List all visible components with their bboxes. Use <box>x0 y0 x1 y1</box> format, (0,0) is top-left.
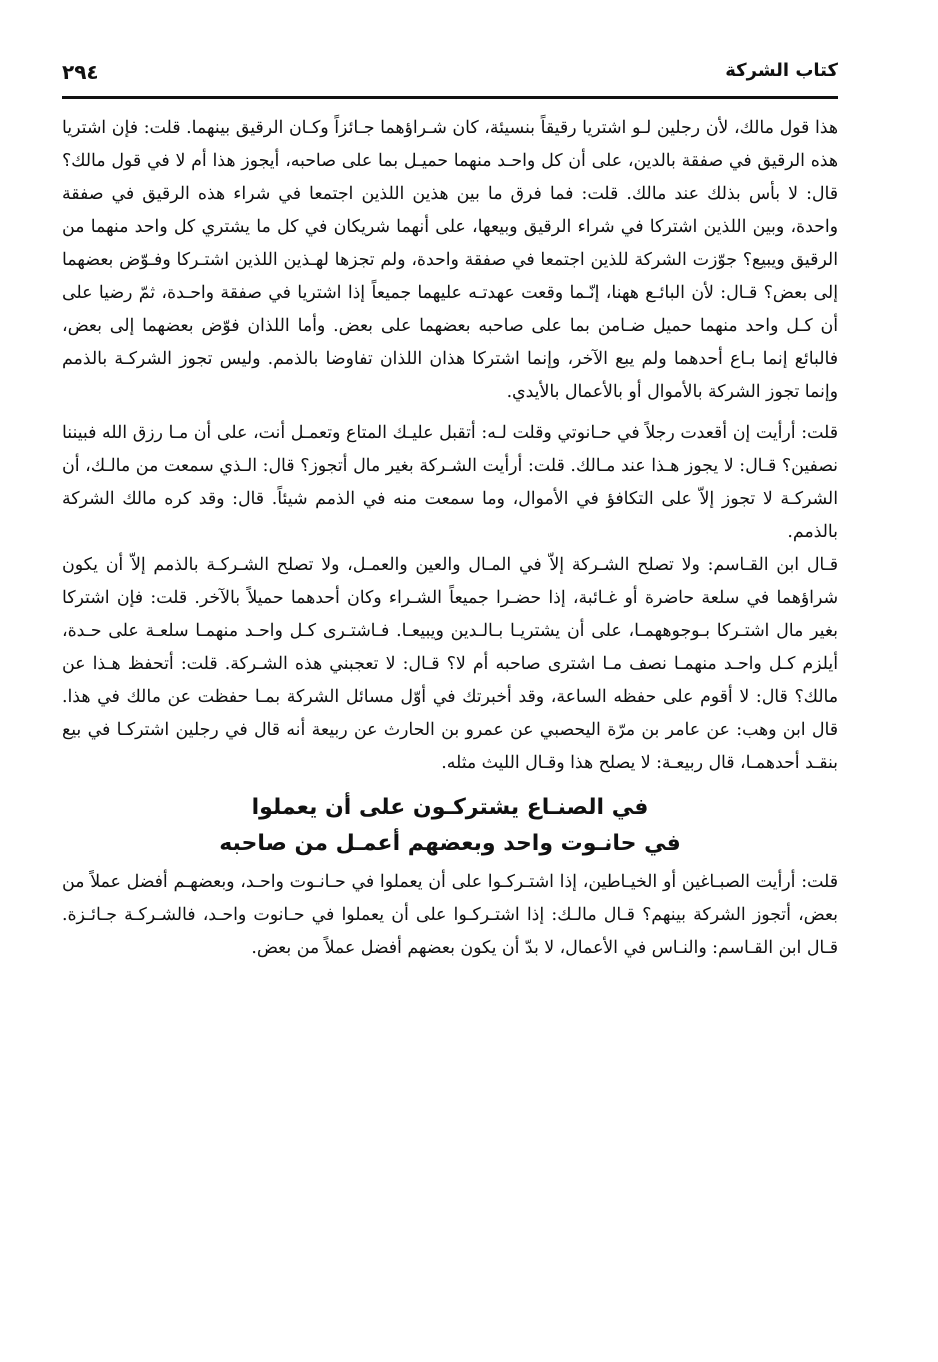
paragraph-2: قلت: أرأيت إن أقعدت رجلاً في حـانوتي وقلت لـه: أتقبل عليـك المتاع وتعمـل أنت، على أن مـا رزق الله فبيننا نصفين؟ قـال: لا يجوز هـذا عند مـالك. قلت: أرأيت الشـركة بغير مال أتجوز؟ قال: الـذي سمعت من مالـك، أن الشركـة لا تجوز إلاّ على التكافؤ في الأموال، وما سمعت منه في الذمم شيئاً. قال: وقد كره مالك الشركة بالذمم. <box>62 423 838 542</box>
page-header <box>62 56 838 99</box>
running-title: كتاب الشركة <box>725 60 838 81</box>
page-body <box>62 112 838 1322</box>
section-heading <box>62 790 838 862</box>
paragraph-3: قـال ابن القـاسم: ولا تصلح الشـركة إلاّ في المـال والعين والعمـل، ولا تصلح الشـركـة بالذمم إلاّ أن يكون شراؤهما في سلعة حاضرة أو غـائبة، إذا حضـرا جميعاً الشـراء وكان أحدهما حميلاً بالآخر. قلت: فإن اشتركا بغير مال اشتـركا بـوجوههمـا، على أن يشتريـا بـالـدين ويبيعـا. فـاشتـرى كـل واحـد منهمـا سلعـة على حـدة، أيلزم كـل واحـد منهمـا نصف مـا اشترى صاحبه أم لا؟ قـال: لا تعجبني هذه الشـركة. قلت: أتحفظ هـذا عن مالك؟ قال: لا أقوم على حفظه الساعة، وقد أخبرتك في أوّل مسائل الشركة بمـا حفظت عن مالك في هذا. قال ابن وهب: عن عامر بن مرّة اليحصبي عن عمرو بن الحارث عن ربيعة أنه قال في رجلين اشتركـا في بيع بنقـد أحدهمـا، قال ربيعـة: لا يصلح هذا وقـال الليث مثله. <box>62 555 838 773</box>
section-heading-line-1: في الصنـاع يشتركـون على أن يعملوا <box>251 795 649 820</box>
section-heading-line-2: في حانـوت واحد وبعضهم أعمـل من صاحبه <box>219 831 681 856</box>
paragraph-4: قلت: أرأيت الصبـاغين أو الخيـاطين، إذا اشتـركـوا على أن يعملوا في حـانـوت واحـد، وبعضهـم أفضل عملاً من بعض، أتجوز الشركة بينهم؟ قـال مالـك: إذا اشتـركـوا على أن يعملوا في حـانوت واحـد، فالشـركـة جـائـزة. قـال ابن القـاسم: والنـاس في الأعمال، لا بدّ أن يكون بعضهم أفضل عملاً من بعض. <box>62 872 838 958</box>
page-number: ٢٩٤ <box>62 60 99 84</box>
paragraph-1: هذا قول مالك، لأن رجلين لـو اشتريا رقيقاً بنسيئة، كان شـراؤهما جـائزاً وكـان الرقيق بينهما. قلت: فإن اشتريا هذه الرقيق في صفقة بالدين، على أن كل واحـد منهما حميـل بما على صاحبه، أيجوز هذا أم لا في قول مالك؟ قال: لا بأس بذلك عند مالك. قلت: فما فرق ما بين هذين اللذين اجتمعا في شراء هذه الرقيق في صفقة واحدة، وبين اللذين اشتركا في شراء الرقيق وبيعها، على أنهما شريكان في كل ما يشتري كل واحد منهما من الرقيق ويبيع؟ جوّزت الشركة للذين اجتمعا في صفقة واحدة، ولم تجزها لهـذين اللذين اشتـركا وفـوّض بعضهما إلى بعض؟ قـال: لأن البائـع ههنا، إنّـما وقعت عهدتـه عليهما جميعاً إذا اشتريا في صفقة واحـدة، ثمّ رضيا على أن كـل واحد منهما حميل ضـامن بما على صاحبه بعضهما على بعض. وأما اللذان فوّض بعضهما إلى بعض، فالبائع إنما بـاع أحدهما ولم يبع الآخر، وإنما اشتركا هذان اللذان تفاوضا بالذمم. وليس تجوز الشركـة بالذمم وإنما تجوز الشركة بالأموال أو بالأعمال بالأيدي. <box>62 118 838 402</box>
